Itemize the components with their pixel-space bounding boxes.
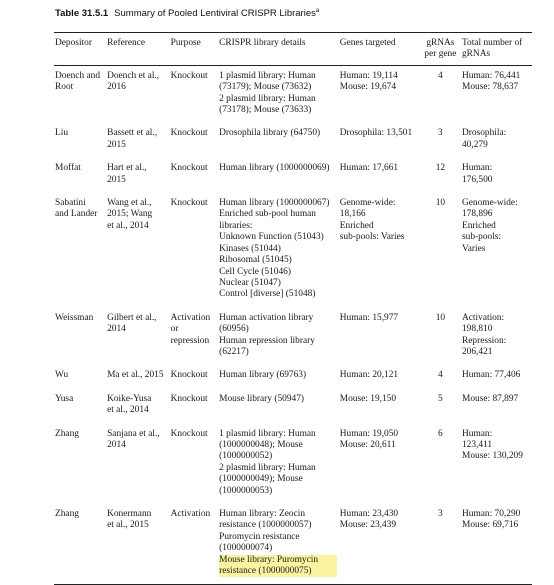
grnas-per-gene-cell: 5	[438, 393, 443, 404]
cell-line: Enriched	[461, 220, 496, 231]
cell-line: Mouse: 69,716	[461, 520, 519, 531]
header-row	[54, 33, 532, 66]
cell-line: and Lander	[55, 209, 98, 220]
cell-line: Zhang	[55, 509, 79, 519]
header-grnas-line: gRNAs	[426, 38, 455, 48]
table-row	[54, 308, 532, 366]
total-grnas-cell	[461, 365, 532, 388]
genes-targeted-cell	[339, 504, 421, 585]
table-row	[54, 158, 532, 193]
library-details-cell	[218, 504, 339, 585]
cell-line: (73178); Mouse (73633)	[219, 105, 312, 116]
table-number: Table 31.5.1	[55, 8, 109, 20]
header-depositor: Depositor	[55, 38, 92, 48]
cell-line: Human: 17,661	[339, 163, 399, 174]
total-grnas-cell	[461, 65, 532, 123]
library-details-cell	[218, 65, 339, 123]
header-reference: Reference	[107, 38, 146, 48]
reference-cell	[106, 158, 170, 193]
cell-line: Human:	[461, 163, 493, 174]
cell-line: Drosophila library (64750)	[219, 128, 321, 139]
grnas-per-gene-cell: 4	[438, 370, 443, 381]
cell-line: Activation	[170, 312, 211, 323]
cell-line: Bassett et al.,	[107, 128, 158, 139]
cell-line: 2015	[107, 139, 126, 150]
cell-line: Moffat	[55, 163, 81, 174]
cell-line: sub-pools: Varies	[339, 232, 405, 243]
depositor-cell	[54, 308, 106, 366]
cell-line: Drosophila: 13,501	[339, 128, 413, 139]
depositor-cell	[54, 504, 106, 585]
table-row	[54, 193, 532, 308]
table-row	[54, 424, 532, 504]
table-row	[54, 365, 532, 388]
cell-line: Koike-Yusa	[107, 393, 152, 404]
cell-line: Activation:	[461, 312, 505, 323]
cell-line: Ma et al., 2015	[107, 370, 164, 381]
library-details-cell	[218, 424, 339, 504]
depositor-cell	[54, 365, 106, 388]
genes-targeted-cell	[339, 123, 421, 158]
cell-line: Human: 19,114	[339, 70, 398, 81]
grnas-per-gene-cell: 3	[438, 509, 443, 519]
header-total	[461, 33, 532, 66]
cell-line: Knockout	[170, 128, 208, 139]
purpose-cell	[170, 123, 218, 158]
cell-line: Human: 15,977	[339, 312, 399, 323]
cell-line: 2015; Wang	[107, 209, 153, 220]
purpose-cell	[170, 158, 218, 193]
cell-line: Mouse: 78,637	[461, 82, 519, 93]
cell-line: Cell Cycle (51046)	[219, 266, 291, 277]
cell-line: Wang et al.,	[107, 198, 152, 209]
grnas-per-gene-cell: 12	[435, 163, 446, 174]
grnas-per-gene-cell: 3	[438, 128, 443, 139]
cell-line: Doench et al.,	[107, 70, 160, 81]
cell-line: Hart et al.,	[107, 163, 147, 174]
reference-cell	[106, 193, 170, 308]
cell-line: Sabatini	[55, 198, 86, 209]
cell-line: Knockout	[170, 370, 208, 381]
table-row	[54, 123, 532, 158]
cell-line: Human library: Zeocin	[219, 509, 306, 519]
highlighted-text: Mouse library: Puromycin	[219, 555, 337, 566]
cell-line: Human: 70,290	[461, 509, 521, 519]
cell-line: Knockout	[170, 70, 208, 81]
reference-cell	[106, 504, 170, 585]
cell-line: Wu	[55, 370, 69, 381]
cell-line: et al., 2015	[107, 520, 149, 531]
cell-line: Drosophila:	[461, 128, 507, 139]
cell-line: 1 plasmid library: Human	[219, 428, 316, 439]
cell-line: Human:	[461, 428, 493, 439]
total-grnas-cell	[461, 158, 532, 193]
reference-cell	[106, 389, 170, 424]
grnas-per-gene-cell: 4	[438, 70, 443, 81]
cell-line: Activation	[170, 509, 211, 519]
purpose-cell	[170, 65, 218, 123]
cell-line: Human: 19,050	[339, 428, 399, 439]
cell-line: Mouse library (50947)	[219, 393, 305, 404]
total-grnas-cell	[461, 504, 532, 585]
reference-cell	[106, 123, 170, 158]
depositor-cell	[54, 123, 106, 158]
cell-line: 1 plasmid library: Human	[219, 70, 316, 81]
depositor-cell	[54, 65, 106, 123]
header-grnas	[421, 33, 461, 66]
cell-line: Sanjana et al.,	[107, 428, 160, 439]
grnas-per-gene-cell: 10	[435, 312, 446, 323]
cell-line: Human library (1000000067)	[219, 198, 330, 209]
library-details-cell	[218, 389, 339, 424]
cell-line: libraries:	[219, 220, 253, 231]
header-total-line: gRNAs	[461, 49, 491, 60]
purpose-cell	[170, 365, 218, 388]
cell-line: resistance (1000000057)	[219, 520, 312, 531]
cell-line: Mouse: 20,611	[339, 439, 396, 450]
library-details-cell	[218, 158, 339, 193]
purpose-cell	[170, 424, 218, 504]
cell-line: Genome-wide:	[339, 198, 396, 209]
cell-line: Knockout	[170, 393, 208, 404]
genes-targeted-cell	[339, 65, 421, 123]
cell-line: Mouse: 87,897	[461, 393, 519, 404]
genes-targeted-cell	[339, 193, 421, 308]
cell-line: Knockout	[170, 428, 208, 439]
table-body	[54, 65, 532, 585]
cell-line: 2 plasmid library: Human	[219, 93, 316, 104]
cell-line: 176,500	[461, 174, 493, 185]
footnote-mark: a	[315, 8, 320, 14]
total-grnas-cell	[461, 308, 532, 366]
cell-line: (1000000049); Mouse	[219, 474, 303, 485]
cell-line: 2 plasmid library: Human	[219, 462, 316, 473]
cell-line: Weissman	[55, 312, 94, 323]
total-grnas-cell	[461, 193, 532, 308]
purpose-cell	[170, 193, 218, 308]
cell-line: Human: 20,121	[339, 370, 399, 381]
cell-line: Kinases (51044)	[219, 243, 281, 254]
cell-line: 40,279	[461, 139, 488, 150]
cell-line: Knockout	[170, 198, 208, 209]
cell-line: 2015	[107, 174, 126, 185]
total-grnas-cell	[461, 424, 532, 504]
purpose-cell	[170, 504, 218, 585]
cell-line: Enriched	[339, 220, 374, 231]
cell-line: repression	[170, 335, 210, 346]
genes-targeted-cell	[339, 158, 421, 193]
cell-line: sub-pools:	[461, 232, 502, 243]
cell-line: (1000000074)	[219, 543, 273, 554]
cell-line: 2014	[107, 324, 126, 335]
cell-line: Human: 77,406	[461, 370, 521, 381]
cell-line: 2014	[107, 439, 126, 450]
cell-line: Unknown Function (51043)	[219, 232, 324, 243]
reference-cell	[106, 365, 170, 388]
cell-line: et al., 2014	[107, 405, 149, 416]
purpose-cell	[170, 308, 218, 366]
library-details-cell	[218, 308, 339, 366]
cell-line: 2016	[107, 82, 126, 93]
total-grnas-cell	[461, 123, 532, 158]
cell-line: et al., 2014	[107, 220, 149, 231]
crispr-libraries-table	[54, 32, 532, 585]
cell-line: Mouse: 19,150	[339, 393, 397, 404]
header-genes: Genes targeted	[339, 38, 396, 48]
reference-cell	[106, 65, 170, 123]
cell-line: 18,166	[339, 209, 366, 220]
cell-line: Mouse: 19,674	[339, 82, 397, 93]
cell-line: Puromycin resistance	[219, 531, 300, 542]
cell-line: (62217)	[219, 346, 249, 357]
library-details-cell	[218, 123, 339, 158]
highlighted-text: resistance (1000000075)	[219, 566, 337, 577]
cell-line: (60956)	[219, 324, 249, 335]
cell-line: Genome-wide:	[461, 198, 518, 209]
depositor-cell	[54, 193, 106, 308]
cell-line: Ribosomal (51045)	[219, 255, 292, 266]
cell-line: 123,411	[461, 439, 493, 450]
reference-cell	[106, 308, 170, 366]
cell-line: Mouse: 130,209	[461, 451, 523, 462]
cell-line: Enriched sub-pool human	[219, 209, 316, 220]
purpose-cell	[170, 389, 218, 424]
table-row	[54, 65, 532, 123]
cell-line: Yusa	[55, 393, 74, 404]
cell-line: (1000000052)	[219, 451, 273, 462]
cell-line: Human: 23,430	[339, 509, 399, 519]
cell-line: 198,810	[461, 324, 493, 335]
cell-line: Gilbert et al.,	[107, 312, 157, 323]
cell-line: Liu	[55, 128, 69, 139]
library-details-cell	[218, 193, 339, 308]
cell-line: Human library (1000000069)	[219, 163, 330, 174]
cell-line: Nuclear (51047)	[219, 277, 281, 288]
cell-line: Human: 76,441	[461, 70, 521, 81]
genes-targeted-cell	[339, 365, 421, 388]
table-title: Summary of Pooled Lentiviral CRISPR Libraries	[114, 8, 316, 20]
header-total-line: Total number of	[461, 38, 523, 48]
table-row	[54, 389, 532, 424]
header-details: CRISPR library details	[219, 38, 306, 48]
header-purpose: Purpose	[170, 38, 201, 48]
total-grnas-cell	[461, 389, 532, 424]
cell-line: Konermann	[107, 509, 152, 519]
cell-line: (1000000053)	[219, 485, 273, 496]
cell-line: or	[170, 324, 179, 335]
cell-line: Doench and	[55, 70, 101, 81]
genes-targeted-cell	[339, 424, 421, 504]
reference-cell	[106, 424, 170, 504]
cell-line: Knockout	[170, 163, 208, 174]
cell-line: Mouse: 23,439	[339, 520, 397, 531]
genes-targeted-cell	[339, 389, 421, 424]
cell-line: Zhang	[55, 428, 79, 439]
cell-line: Varies	[461, 243, 486, 254]
library-details-cell	[218, 365, 339, 388]
grnas-per-gene-cell: 6	[438, 428, 443, 439]
cell-line: Repression:	[461, 335, 507, 346]
cell-line: Human library (69763)	[219, 370, 307, 381]
cell-line: 178,896	[461, 209, 493, 220]
header-grnas-line: per gene	[424, 49, 457, 60]
table-row	[54, 504, 532, 585]
genes-targeted-cell	[339, 308, 421, 366]
depositor-cell	[54, 389, 106, 424]
cell-line: Control [diverse] (51048)	[219, 289, 316, 300]
cell-line: Human activation library	[219, 312, 314, 323]
cell-line: 206,421	[461, 346, 493, 357]
cell-line: Root	[55, 82, 74, 93]
table-caption	[55, 8, 319, 19]
cell-line: (73179); Mouse (73632)	[219, 82, 312, 93]
cell-line: Human repression library	[219, 335, 315, 346]
grnas-per-gene-cell: 10	[435, 198, 446, 209]
depositor-cell	[54, 424, 106, 504]
depositor-cell	[54, 158, 106, 193]
cell-line: (1000000048); Mouse	[219, 439, 303, 450]
